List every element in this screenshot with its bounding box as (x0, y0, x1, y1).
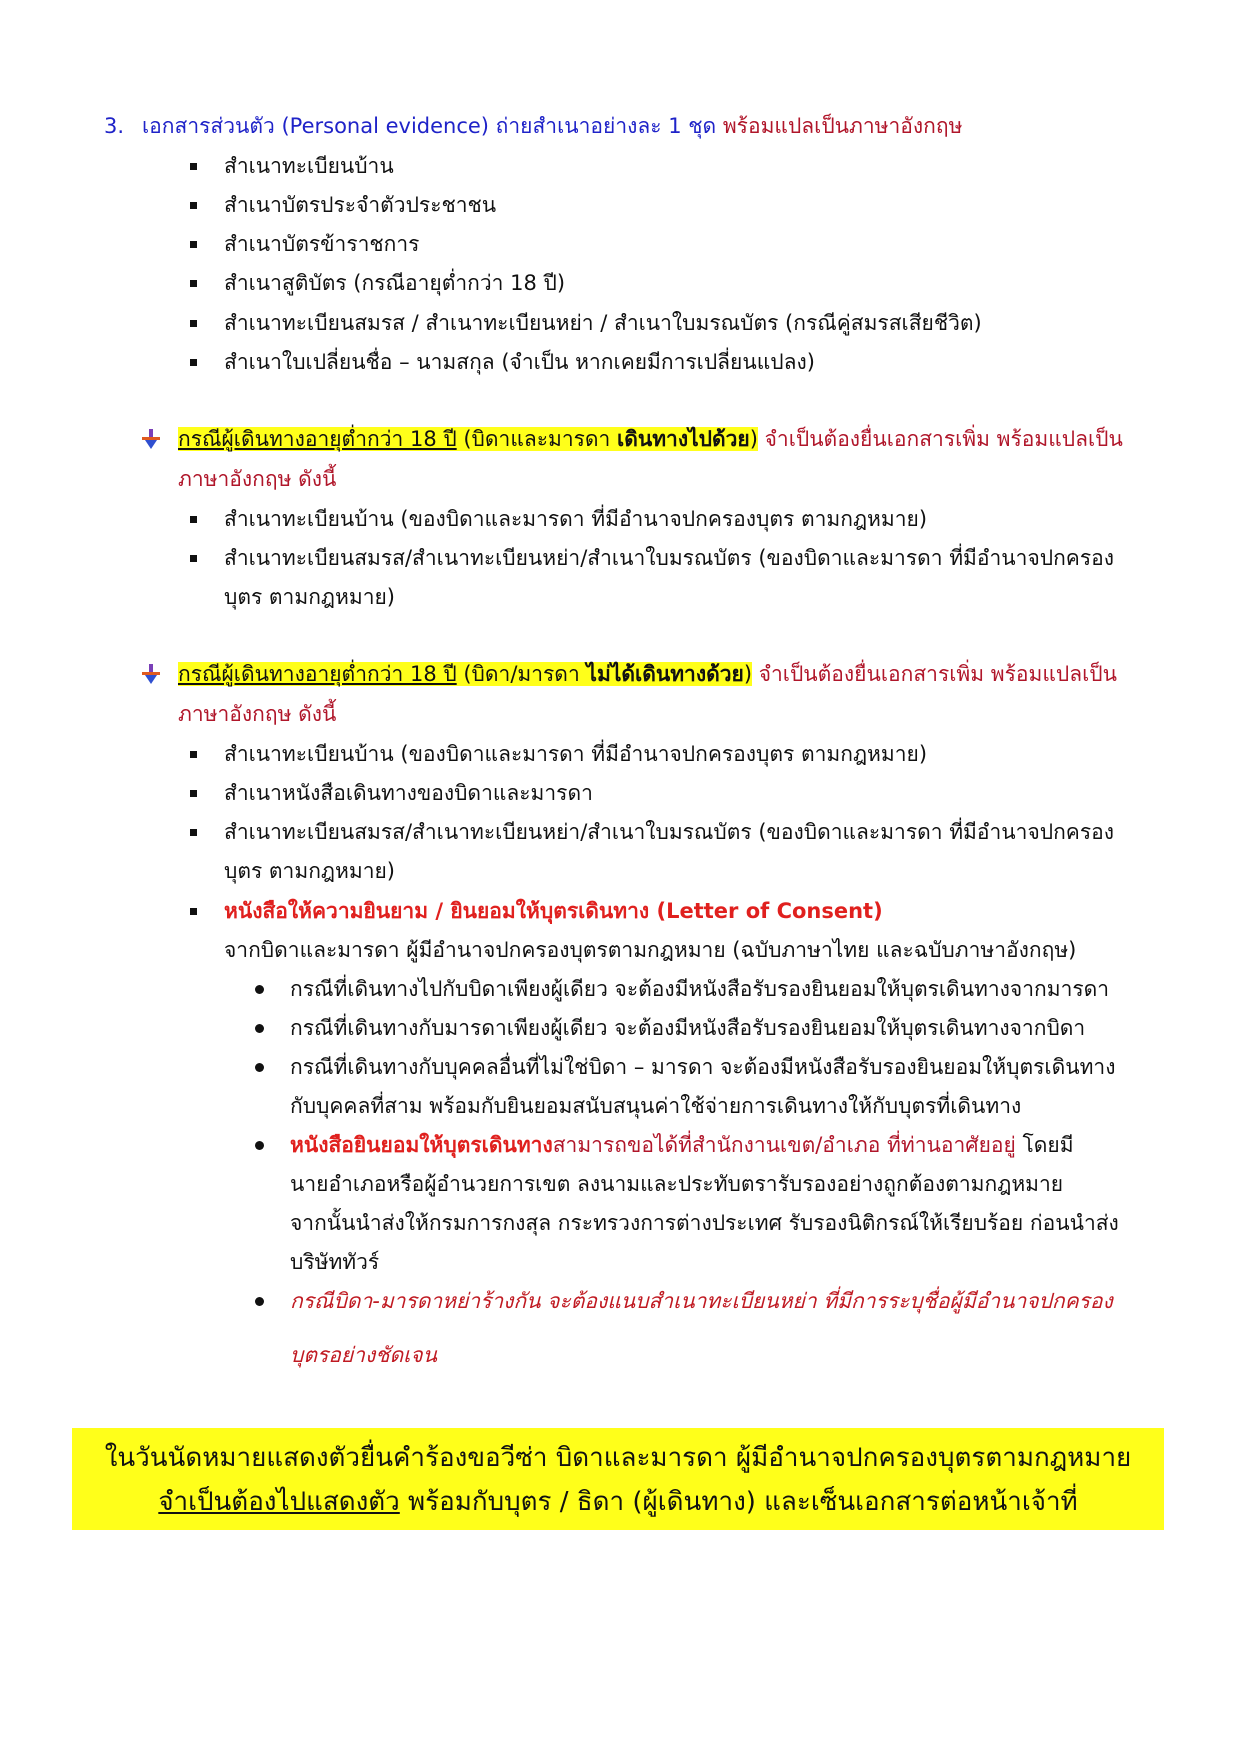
consent-letter-label: หนังสือยินยอมให้บุตรเดินทาง (290, 1133, 553, 1157)
square-bullet-icon (190, 359, 197, 366)
square-bullet-icon (190, 555, 197, 562)
sub-list-item-cont: นายอำเภอหรือผู้อำนวยการเขต ลงนามและประทับตรารับรองอย่างถูกต้องตามกฎหมาย (290, 1172, 1064, 1196)
square-bullet-icon (190, 163, 197, 170)
case-without-parents-close: ) (743, 662, 753, 686)
square-bullet-icon (190, 751, 197, 758)
square-bullet-icon (190, 202, 197, 209)
notice-line-2-rest: พร้อมกับบุตร / ธิดา (ผู้เดินทาง) และเซ็นเอกสารต่อหน้าเจ้าที่ (399, 1487, 1078, 1517)
case-without-parents-heading (178, 659, 1117, 689)
section-number: 3. (104, 114, 125, 138)
divorce-note-cont: บุตรอย่างชัดเจน (290, 1343, 437, 1367)
sub-list-item: กรณีที่เดินทางไปกับบิดาเพียงผู้เดียว จะต้องมีหนังสือรับรองยินยอมให้บุตรเดินทางจากมารดา (290, 977, 1110, 1001)
arrow-down-bullet-icon (140, 663, 162, 685)
case-with-parents-condition: กรณีผู้เดินทางอายุต่ำกว่า 18 ปี (178, 427, 457, 451)
list-item: สำเนาทะเบียนบ้าน (ของบิดาและมารดา ที่มีอำนาจปกครองบุตร ตามกฎหมาย) (224, 507, 928, 531)
case-with-parents-requirement: จำเป็นต้องยื่นเอกสารเพิ่ม พร้อมแปลเป็น (757, 427, 1123, 451)
section-title (142, 111, 962, 141)
list-item: สำเนาใบเปลี่ยนชื่อ – นามสกุล (จำเป็น หากเคยมีการเปลี่ยนแปลง) (224, 350, 815, 374)
sub-list-item: กรณีที่เดินทางกับบุคคลอื่นที่ไม่ใช่บิดา – มารดา จะต้องมีหนังสือรับรองยินยอมให้บุตรเดินทาง (290, 1055, 1116, 1079)
notice-line-2 (72, 1482, 1164, 1522)
sub-list-item-district-office (290, 1130, 1074, 1160)
square-bullet-icon (190, 280, 197, 287)
round-bullet-icon (255, 1063, 264, 1072)
case-with-parents-travel: เดินทางไปด้วย (617, 427, 750, 451)
list-item: สำเนาทะเบียนสมรส/สำเนาทะเบียนหย่า/สำเนาใบมรณบัตร (ของบิดาและมารดา ที่มีอำนาจปกครอง (224, 820, 1114, 844)
case-without-parents-requirement-cont: ภาษาอังกฤษ ดังนี้ (178, 702, 337, 726)
list-item: สำเนาทะเบียนสมรส/สำเนาทะเบียนหย่า/สำเนาใบมรณบัตร (ของบิดาและมารดา ที่มีอำนาจปกครอง (224, 546, 1114, 570)
consent-letter-title: หนังสือให้ความยินยาม / ยินยอมให้บุตรเดินทาง (Letter of Consent) (224, 899, 883, 923)
case-without-parents-requirement: จำเป็นต้องยื่นเอกสารเพิ่ม พร้อมแปลเป็น (752, 662, 1117, 686)
square-bullet-icon (190, 908, 197, 915)
sub-list-item-cont: บริษัททัวร์ (290, 1250, 380, 1274)
sub-list-item-cont: จากนั้นนำส่งให้กรมการกงสุล กระทรวงการต่างประเทศ รับรองนิติกรณ์ให้เรียบร้อย ก่อนนำส่ง (290, 1211, 1119, 1235)
list-item: สำเนาหนังสือเดินทางของบิดาและมารดา (224, 781, 593, 805)
arrow-down-bullet-icon (140, 428, 162, 450)
divorce-note: กรณีบิดา-มารดาหย่าร้างกัน จะต้องแนบสำเนาทะเบียนหย่า ที่มีการระบุชื่อผู้มีอำนาจปกครอง (290, 1289, 1113, 1313)
square-bullet-icon (190, 829, 197, 836)
sub-list-item-cont: กับบุคคลที่สาม พร้อมกับยินยอมสนับสนุนค่าใช้จ่ายการเดินทางให้กับบุตรที่เดินทาง (290, 1094, 1022, 1118)
round-bullet-icon (255, 1141, 264, 1150)
notice-must-appear: จำเป็นต้องไปแสดงตัว (158, 1487, 400, 1517)
round-bullet-icon (255, 985, 264, 994)
district-office-text: สามารถขอได้ที่สำนักงานเขต/อำเภอ ที่ท่านอาศัยอยู่ (552, 1133, 1016, 1157)
list-item-cont: บุตร ตามกฎหมาย) (224, 585, 395, 609)
district-office-rest: โดยมี (1015, 1133, 1074, 1157)
case-with-parents-heading (178, 424, 1123, 454)
square-bullet-icon (190, 790, 197, 797)
square-bullet-icon (190, 320, 197, 327)
case-without-parents-travel: ไม่ได้เดินทางด้วย (586, 662, 744, 686)
case-without-parents-parents: (บิดา/มารดา (456, 662, 587, 686)
list-item: สำเนาทะเบียนบ้าน (ของบิดาและมารดา ที่มีอำนาจปกครองบุตร ตามกฎหมาย) (224, 742, 928, 766)
list-item-cont: บุตร ตามกฎหมาย) (224, 859, 395, 883)
case-with-parents-close: ) (749, 427, 758, 451)
list-item: สำเนาสูติบัตร (กรณีอายุต่ำกว่า 18 ปี) (224, 271, 566, 295)
case-without-parents-condition: กรณีผู้เดินทางอายุต่ำกว่า 18 ปี (178, 662, 457, 686)
square-bullet-icon (190, 516, 197, 523)
list-item: สำเนาทะเบียนสมรส / สำเนาทะเบียนหย่า / สำเนาใบมรณบัตร (กรณีคู่สมรสเสียชีวิต) (224, 311, 982, 335)
section-title-translate: พร้อมแปลเป็นภาษาอังกฤษ (722, 114, 963, 138)
list-item: สำเนาทะเบียนบ้าน (224, 154, 394, 178)
round-bullet-icon (255, 1024, 264, 1033)
section-title-main: เอกสารส่วนตัว (Personal evidence) ถ่ายสำเนาอย่างละ 1 ชุด (142, 114, 717, 138)
sub-list-item: กรณีที่เดินทางกับมารดาเพียงผู้เดียว จะต้องมีหนังสือรับรองยินยอมให้บุตรเดินทางจากบิดา (290, 1016, 1086, 1040)
case-with-parents-requirement-cont: ภาษาอังกฤษ ดังนี้ (178, 467, 337, 491)
notice-box (72, 1428, 1164, 1530)
square-bullet-icon (190, 241, 197, 248)
round-bullet-icon (255, 1297, 264, 1306)
consent-letter-description: จากบิดาและมารดา ผู้มีอำนาจปกครองบุตรตามกฎหมาย (ฉบับภาษาไทย และฉบับภาษาอังกฤษ) (224, 938, 1077, 962)
case-with-parents-parents: (บิดาและมารดา (456, 427, 618, 451)
list-item: สำเนาบัตรข้าราชการ (224, 232, 420, 256)
notice-line-1: ในวันนัดหมายแสดงตัวยื่นคำร้องขอวีซ่า บิดาและมารดา ผู้มีอำนาจปกครองบุตรตามกฎหมาย (104, 1443, 1132, 1473)
list-item: สำเนาบัตรประจำตัวประชาชน (224, 193, 497, 217)
